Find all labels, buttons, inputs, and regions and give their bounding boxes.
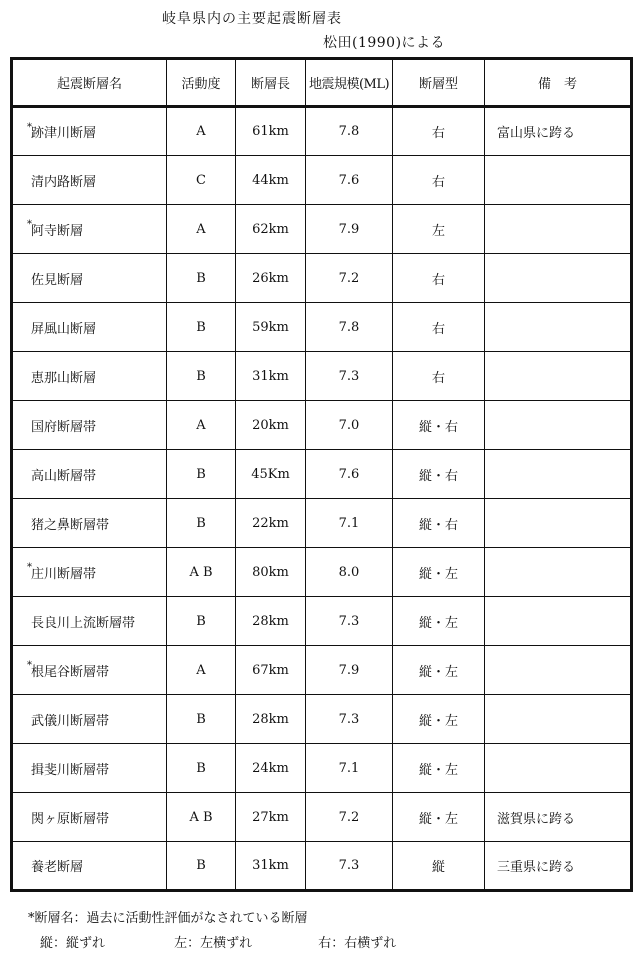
document-title: 岐阜県内の主要起震断層表 xyxy=(162,11,342,27)
cell-activity: A xyxy=(167,107,236,156)
evaluated-mark: * xyxy=(27,219,32,230)
table-row xyxy=(12,548,632,597)
cell-remarks: 富山県に跨る xyxy=(485,107,632,156)
cell-remarks xyxy=(485,499,632,548)
table-row xyxy=(12,205,632,254)
cell-fault-type: 右 xyxy=(393,352,485,401)
cell-remarks xyxy=(485,303,632,352)
fault-name-text: 庄川断層帯 xyxy=(31,566,97,582)
cell-length: 80km xyxy=(236,548,306,597)
cell-fault-name xyxy=(12,254,167,303)
cell-fault-type: 縦・左 xyxy=(393,793,485,842)
cell-fault-type: 縦・左 xyxy=(393,597,485,646)
source-citation: 松田(1990)による xyxy=(323,35,446,51)
cell-length: 24km xyxy=(236,744,306,793)
cell-magnitude: 7.9 xyxy=(306,205,393,254)
evaluated-mark: * xyxy=(27,122,32,133)
cell-length: 20km xyxy=(236,401,306,450)
cell-fault-type: 右 xyxy=(393,254,485,303)
type-legend xyxy=(40,932,396,951)
cell-fault-name xyxy=(12,303,167,352)
table-row xyxy=(12,352,632,401)
cell-remarks: 三重県に跨る xyxy=(485,842,632,891)
cell-magnitude: 7.0 xyxy=(306,401,393,450)
cell-fault-type: 左 xyxy=(393,205,485,254)
fault-name-text: 高山断層帯 xyxy=(31,468,97,484)
cell-length: 31km xyxy=(236,842,306,891)
cell-remarks: 滋賀県に跨る xyxy=(485,793,632,842)
cell-fault-type: 縦・右 xyxy=(393,499,485,548)
cell-remarks xyxy=(485,401,632,450)
cell-magnitude: 7.3 xyxy=(306,597,393,646)
cell-fault-name xyxy=(12,744,167,793)
cell-fault-name xyxy=(12,156,167,205)
cell-length: 45Km xyxy=(236,450,306,499)
cell-length: 59km xyxy=(236,303,306,352)
cell-remarks xyxy=(485,548,632,597)
cell-fault-name xyxy=(12,597,167,646)
fault-table xyxy=(10,57,633,892)
cell-activity: B xyxy=(167,744,236,793)
cell-magnitude: 7.1 xyxy=(306,499,393,548)
cell-magnitude: 7.8 xyxy=(306,107,393,156)
fault-name-text: 猪之鼻断層帯 xyxy=(31,517,110,533)
cell-fault-name xyxy=(12,450,167,499)
cell-fault-name xyxy=(12,107,167,156)
fault-name-text: 佐見断層 xyxy=(31,272,84,288)
table-row xyxy=(12,597,632,646)
table-row xyxy=(12,450,632,499)
cell-length: 31km xyxy=(236,352,306,401)
cell-fault-type: 右 xyxy=(393,156,485,205)
asterisk-note: *断層名：過去に活動性評価がなされている断層 xyxy=(28,911,308,926)
legend-right-lateral: 右：右横ずれ xyxy=(318,936,397,951)
fault-name-text: 清内路断層 xyxy=(31,174,97,190)
cell-remarks xyxy=(485,156,632,205)
cell-remarks xyxy=(485,205,632,254)
table-row xyxy=(12,646,632,695)
evaluated-mark: * xyxy=(27,660,32,671)
cell-magnitude: 7.6 xyxy=(306,450,393,499)
cell-magnitude: 7.9 xyxy=(306,646,393,695)
fault-name-text: 阿寺断層 xyxy=(31,223,84,239)
cell-length: 22km xyxy=(236,499,306,548)
fault-name-text: 根尾谷断層帯 xyxy=(31,664,110,680)
cell-fault-type: 縦・右 xyxy=(393,401,485,450)
cell-fault-name xyxy=(12,401,167,450)
fault-name-text: 関ヶ原断層帯 xyxy=(31,811,110,827)
cell-remarks xyxy=(485,646,632,695)
legend-left-lateral: 左：左横ずれ xyxy=(174,936,253,951)
cell-length: 67km xyxy=(236,646,306,695)
cell-length: 62km xyxy=(236,205,306,254)
cell-fault-type: 右 xyxy=(393,303,485,352)
fault-name-text: 養老断層 xyxy=(31,860,84,875)
header-length: 断層長 xyxy=(236,59,306,107)
cell-magnitude: 7.2 xyxy=(306,793,393,842)
table-row xyxy=(12,107,632,156)
cell-fault-name xyxy=(12,793,167,842)
fault-name-text: 跡津川断層 xyxy=(31,126,97,141)
fault-name-text: 国府断層帯 xyxy=(31,419,97,435)
table-row xyxy=(12,401,632,450)
cell-activity: C xyxy=(167,156,236,205)
cell-magnitude: 7.8 xyxy=(306,303,393,352)
table-row xyxy=(12,744,632,793)
cell-fault-type: 縦・左 xyxy=(393,646,485,695)
header-fault-name: 起震断層名 xyxy=(12,59,167,107)
cell-activity: B xyxy=(167,352,236,401)
cell-fault-name xyxy=(12,499,167,548)
cell-activity: B xyxy=(167,842,236,891)
cell-activity: B xyxy=(167,695,236,744)
table-row xyxy=(12,842,632,891)
table-row xyxy=(12,695,632,744)
cell-magnitude: 8.0 xyxy=(306,548,393,597)
cell-activity: A B xyxy=(167,793,236,842)
table-header-row xyxy=(12,59,632,107)
table-row xyxy=(12,499,632,548)
header-remarks: 備 考 xyxy=(485,59,632,107)
table-row xyxy=(12,254,632,303)
cell-remarks xyxy=(485,450,632,499)
cell-magnitude: 7.1 xyxy=(306,744,393,793)
cell-activity: A B xyxy=(167,548,236,597)
cell-fault-name xyxy=(12,205,167,254)
cell-length: 28km xyxy=(236,695,306,744)
cell-remarks xyxy=(485,744,632,793)
cell-length: 27km xyxy=(236,793,306,842)
cell-fault-name xyxy=(12,352,167,401)
fault-name-text: 恵那山断層 xyxy=(31,370,97,386)
cell-magnitude: 7.2 xyxy=(306,254,393,303)
cell-length: 61km xyxy=(236,107,306,156)
cell-activity: B xyxy=(167,499,236,548)
header-magnitude: 地震規模(ML) xyxy=(306,59,393,107)
cell-fault-name xyxy=(12,695,167,744)
cell-magnitude: 7.6 xyxy=(306,156,393,205)
header-fault-type: 断層型 xyxy=(393,59,485,107)
cell-magnitude: 7.3 xyxy=(306,695,393,744)
table-row xyxy=(12,793,632,842)
cell-activity: A xyxy=(167,646,236,695)
table-row xyxy=(12,156,632,205)
cell-activity: A xyxy=(167,401,236,450)
cell-fault-type: 右 xyxy=(393,107,485,156)
cell-remarks xyxy=(485,352,632,401)
cell-remarks xyxy=(485,695,632,744)
cell-activity: B xyxy=(167,597,236,646)
cell-fault-type: 縦・左 xyxy=(393,695,485,744)
cell-remarks xyxy=(485,597,632,646)
fault-name-text: 長良川上流断層帯 xyxy=(31,615,136,631)
cell-activity: B xyxy=(167,303,236,352)
cell-length: 44km xyxy=(236,156,306,205)
cell-activity: A xyxy=(167,205,236,254)
cell-fault-type: 縦・右 xyxy=(393,450,485,499)
cell-fault-name xyxy=(12,646,167,695)
table-row xyxy=(12,303,632,352)
fault-name-text: 揖斐川断層帯 xyxy=(31,762,110,778)
cell-length: 26km xyxy=(236,254,306,303)
fault-name-text: 屏風山断層 xyxy=(31,321,97,337)
cell-magnitude: 7.3 xyxy=(306,842,393,891)
cell-remarks xyxy=(485,254,632,303)
header-activity: 活動度 xyxy=(167,59,236,107)
cell-fault-name xyxy=(12,842,167,891)
evaluated-mark: * xyxy=(27,562,32,573)
legend-vertical: 縦：縦ずれ xyxy=(40,936,106,951)
cell-activity: B xyxy=(167,254,236,303)
cell-fault-name xyxy=(12,548,167,597)
cell-fault-type: 縦・左 xyxy=(393,744,485,793)
cell-magnitude: 7.3 xyxy=(306,352,393,401)
cell-fault-type: 縦 xyxy=(393,842,485,891)
cell-fault-type: 縦・左 xyxy=(393,548,485,597)
cell-activity: B xyxy=(167,450,236,499)
fault-name-text: 武儀川断層帯 xyxy=(31,713,110,729)
cell-length: 28km xyxy=(236,597,306,646)
